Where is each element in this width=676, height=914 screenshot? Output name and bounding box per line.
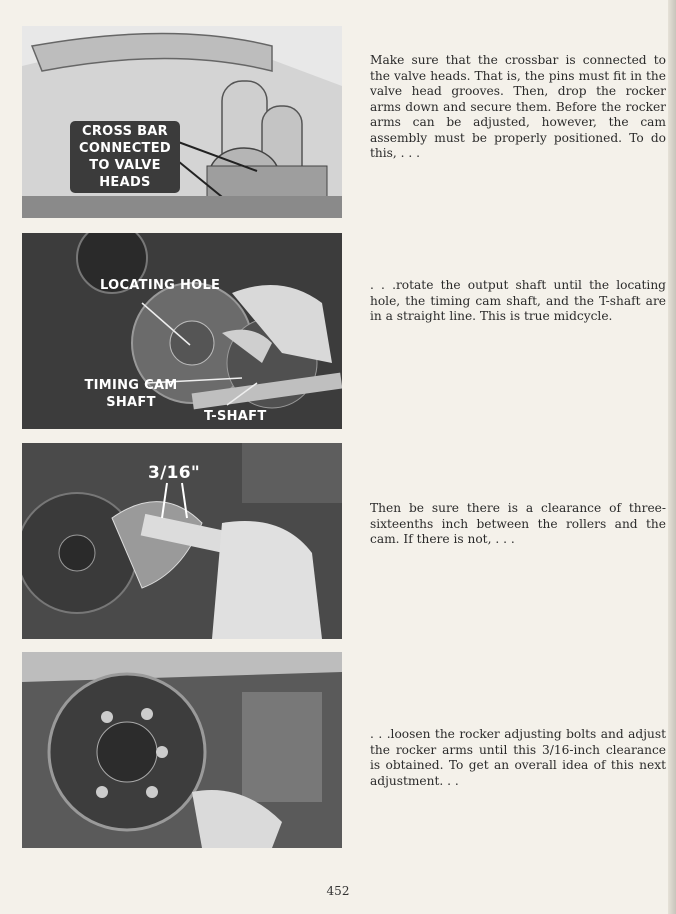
page-number: 452 (326, 884, 350, 898)
callout-t-shaft: T-SHAFT (204, 409, 267, 424)
photo-rocker-adjustment (22, 652, 342, 848)
photo-crossbar (22, 26, 342, 218)
callout-timing-cam-shaft: TIMING CAM SHAFT (84, 378, 178, 410)
caption-crossbar: Make sure that the crossbar is connected to the valve heads. That is, the pins must fit in the valve head grooves. Then, drop the rocker arms down and secure them. Before the rocker arms can be adjusted, however, the cam assembly must be properly positioned. To do this, . . . (370, 53, 666, 160)
page-edge-shadow (668, 0, 676, 914)
callout-locating-hole: LOCATING HOLE (100, 278, 221, 293)
photo-clearance (22, 443, 342, 639)
caption-clearance: Then be sure there is a clearance of three-sixteenths inch between the rollers and the cam. If there is not, . . . (370, 501, 666, 546)
callout-three-sixteenths: 3/16" (148, 463, 201, 483)
photo-locating-hole (22, 233, 342, 429)
callout-cross-bar: CROSS BAR CONNECTED TO VALVE HEADS (70, 121, 180, 193)
caption-loosen-bolts: . . .loosen the rocker adjusting bolts and adjust the rocker arms until this 3/16-inch clearance is obtained. To get an overall idea of this next adjustment. . . (370, 727, 666, 788)
caption-rotate-output-shaft: . . .rotate the output shaft until the locating hole, the timing cam shaft, and the T-shaft are in a straight line. This is true midcycle. (370, 278, 666, 323)
